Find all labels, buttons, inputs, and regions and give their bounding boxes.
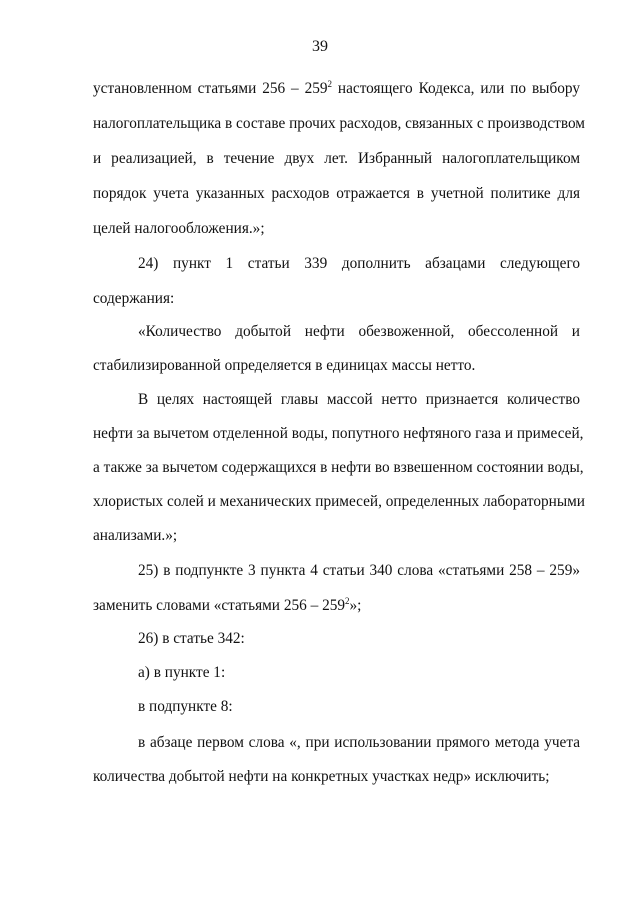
text-line: «Количество добытой нефти обезвоженной, обессоленной и — [138, 323, 580, 340]
superscript: 2 — [327, 78, 333, 89]
text-line: хлористых солей и механических примесей, определенных лабораторными — [93, 493, 585, 510]
text-line: 26) в статье 342: — [138, 630, 245, 647]
text-line — [93, 596, 580, 616]
text-line: количества добытой нефти на конкретных участках недр» исключить; — [93, 768, 550, 785]
text-line: В целях настоящей главы массой нетто признается количество — [138, 391, 580, 408]
text-line: а также за вычетом содержащихся в нефти во взвешенном состоянии воды, — [93, 459, 584, 476]
text-line: содержания: — [93, 290, 175, 307]
text-line: в подпункте 8: — [138, 698, 233, 715]
text-line: налогоплательщика в составе прочих расходов, связанных с производством — [93, 115, 585, 132]
text-segment: заменить словами «статьями 256 – 259 — [93, 597, 346, 614]
text-segment: настоящего Кодекса, или по выбору — [332, 80, 580, 97]
superscript: 2 — [345, 595, 350, 606]
text-segment: установленном статьями 256 – 259 — [93, 80, 328, 97]
text-line: целей налогообложения.»; — [93, 220, 265, 237]
text-line: а) в пункте 1: — [138, 664, 226, 681]
text-line — [93, 79, 580, 99]
text-line: анализами.»; — [93, 527, 178, 544]
text-line: 24) пункт 1 статьи 339 дополнить абзацами следующего — [138, 255, 580, 272]
page-number: 39 — [312, 38, 328, 55]
text-line: стабилизированной определяется в единицах массы нетто. — [93, 357, 476, 374]
text-line: порядок учета указанных расходов отражается в учетной политике для — [93, 185, 580, 202]
text-line: в абзаце первом слова «, при использовании прямого метода учета — [138, 734, 580, 751]
text-line: и реализацией, в течение двух лет. Избранный налогоплательщиком — [93, 150, 580, 167]
text-line: 25) в подпункте 3 пункта 4 статьи 340 слова «статьями 258 – 259» — [138, 562, 580, 579]
text-segment: »; — [349, 597, 362, 614]
text-line: нефти за вычетом отделенной воды, попутного нефтяного газа и примесей, — [93, 425, 584, 442]
